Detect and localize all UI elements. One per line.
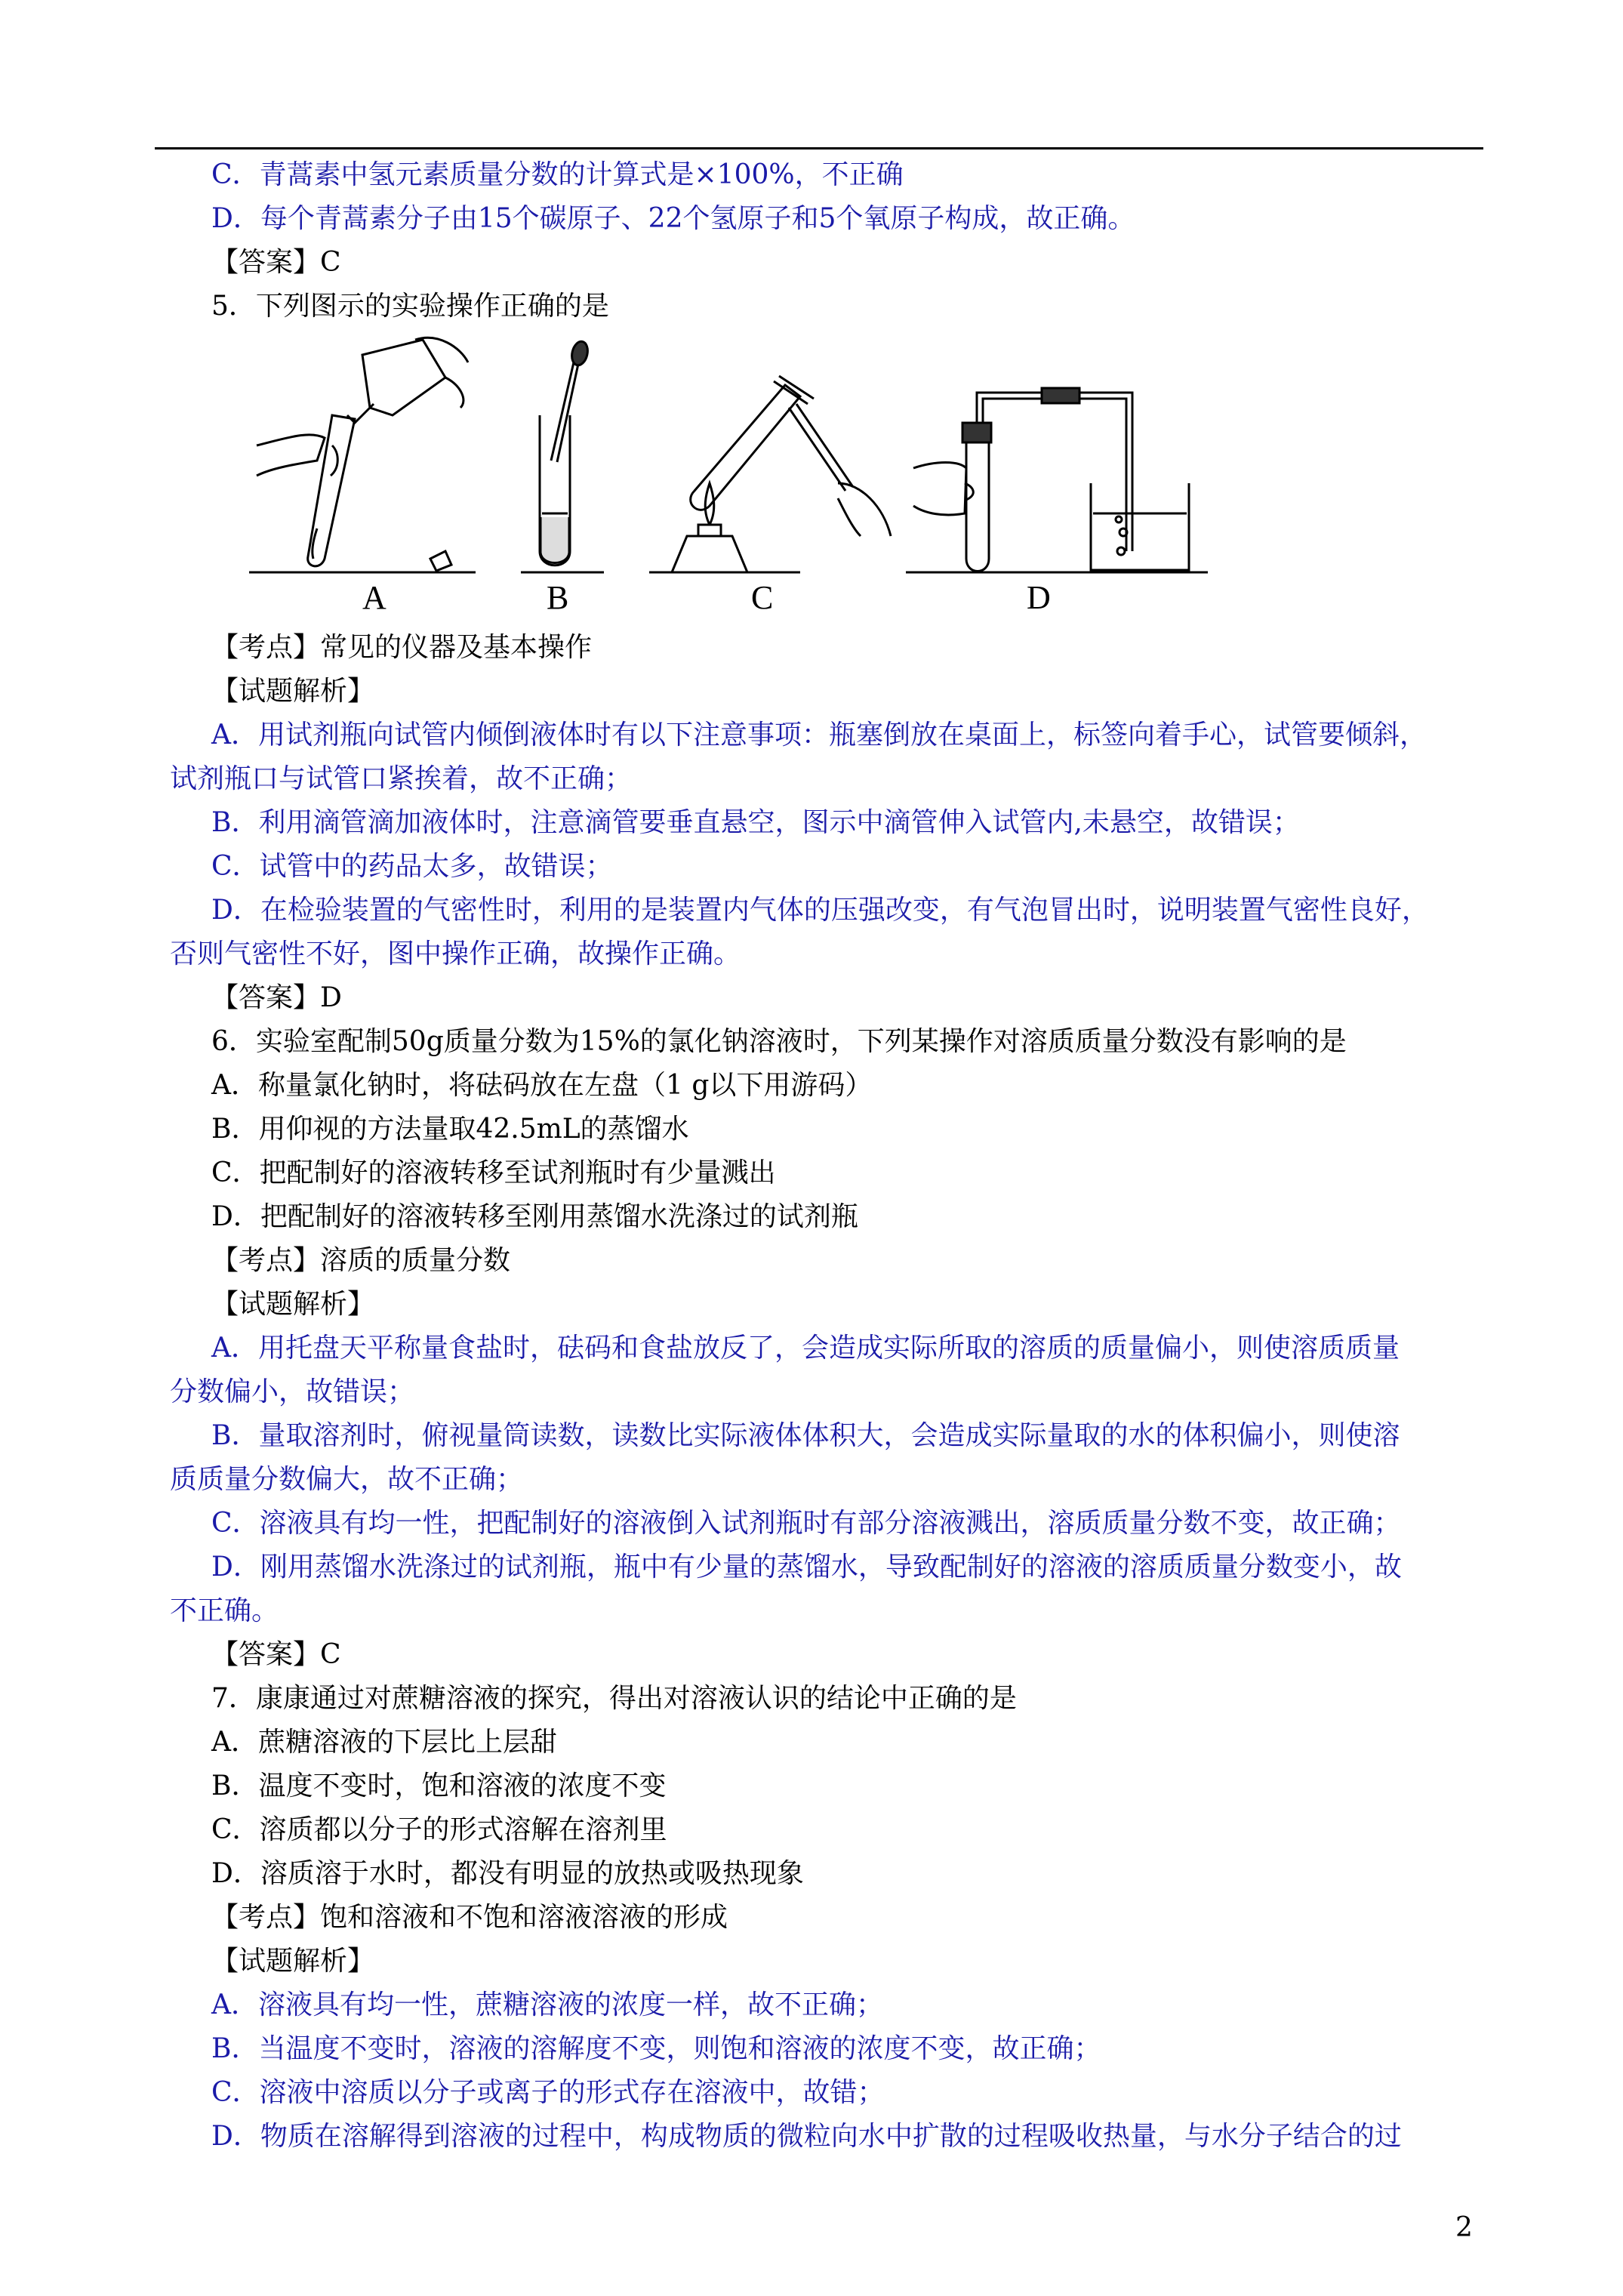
text-line: 质质量分数偏大，故不正确；: [170, 1464, 524, 1495]
text-line: D．溶质溶于水时，都没有明显的放热或吸热现象: [211, 1858, 804, 1889]
figure-label-c: C: [751, 579, 774, 612]
text-line: B．量取溶剂时，俯视量筒读数，读数比实际液体体积大，会造成实际量取的水的体积偏小，则使溶: [211, 1420, 1400, 1451]
figure-label-a: A: [362, 579, 387, 612]
text-line: D．每个青蒿素分子由15个碳原子、22个氢原子和5个氧原子构成，故正确。: [211, 203, 1135, 234]
text-line: D．刚用蒸馏水洗涤过的试剂瓶，瓶中有少量的蒸馏水，导致配制好的溶液的溶质质量分数变小，故: [211, 1552, 1402, 1583]
text-line: B．温度不变时，饱和溶液的浓度不变: [211, 1771, 667, 1801]
text-line: 【试题解析】: [211, 1289, 375, 1320]
page-number: 2: [1455, 2212, 1473, 2243]
text-line: 试剂瓶口与试管口紧挨着，故不正确；: [170, 763, 633, 794]
figure-label-b: B: [547, 579, 569, 612]
text-line: A．用托盘天平称量食盐时，砝码和食盐放反了，会造成实际所取的溶质的质量偏小，则使溶质质量: [211, 1333, 1400, 1364]
text-line: A．称量氯化钠时，将砝码放在左盘（1 g以下用游码）: [211, 1070, 873, 1101]
text-line: C．青蒿素中氢元素质量分数的计算式是×100%，不正确: [211, 159, 904, 190]
text-line: C．溶质都以分子的形式溶解在溶剂里: [211, 1814, 667, 1845]
figure-a-pouring: [249, 337, 476, 572]
text-line: C．把配制好的溶液转移至试剂瓶时有少量溅出: [211, 1157, 776, 1188]
text-line: 【试题解析】: [211, 676, 375, 707]
text-line: 【答案】C: [211, 1639, 341, 1670]
figure-d-airtightness: [906, 388, 1208, 572]
text-line: 6．实验室配制50g质量分数为15%的氯化钠溶液时，下列某操作对溶质质量分数没有影响的是: [211, 1026, 1347, 1057]
text-line: 【答案】D: [211, 982, 342, 1013]
text-line: 7．康康通过对蔗糖溶液的探究，得出对溶液认识的结论中正确的是: [211, 1683, 1017, 1714]
text-line: B．用仰视的方法量取42.5mL的蒸馏水: [211, 1114, 689, 1145]
text-line: C．溶液具有均一性，把配制好的溶液倒入试剂瓶时有部分溶液溅出，溶质质量分数不变，故正确；: [211, 1508, 1401, 1539]
text-line: B．当温度不变时，溶液的溶解度不变，则饱和溶液的浓度不变，故正确；: [211, 2033, 1101, 2064]
text-line: C．溶液中溶质以分子或离子的形式存在溶液中，故错；: [211, 2077, 885, 2108]
text-line: 【考点】溶质的质量分数: [211, 1245, 511, 1276]
text-line: 【答案】C: [211, 247, 341, 278]
figure-b-dropper: [521, 340, 604, 572]
text-line: C．试管中的药品太多，故错误；: [211, 851, 613, 882]
text-line: D．把配制好的溶液转移至刚用蒸馏水洗涤过的试剂瓶: [211, 1201, 858, 1232]
text-line: A．溶液具有均一性，蔗糖溶液的浓度一样，故不正确；: [211, 1989, 883, 2020]
text-line: A．蔗糖溶液的下层比上层甜: [211, 1727, 557, 1758]
figure-label-d: D: [1027, 579, 1051, 612]
text-line: 否则气密性不好，图中操作正确，故操作正确。: [170, 938, 741, 969]
text-line: 【试题解析】: [211, 1946, 375, 1977]
header-rule: [155, 147, 1483, 149]
text-line: 5．下列图示的实验操作正确的是: [211, 291, 609, 322]
text-line: 【考点】饱和溶液和不饱和溶液溶液的形成: [211, 1902, 728, 1933]
text-line: 不正确。: [170, 1595, 279, 1626]
lab-operations-figure: [242, 332, 1208, 612]
text-line: 【考点】常见的仪器及基本操作: [211, 632, 593, 663]
text-line: B．利用滴管滴加液体时，注意滴管要垂直悬空，图示中滴管伸入试管内,未悬空，故错误；: [211, 807, 1300, 838]
figure-c-heating: [649, 376, 891, 572]
text-line: D．物质在溶解得到溶液的过程中，构成物质的微粒向水中扩散的过程吸收热量，与水分子结合的过: [211, 2121, 1402, 2152]
text-line: D．在检验装置的气密性时，利用的是装置内气体的压强改变，有气泡冒出时，说明装置气密性良好，: [211, 895, 1429, 926]
text-line: A．用试剂瓶向试管内倾倒液体时有以下注意事项：瓶塞倒放在桌面上，标签向着手心，试管要倾斜，: [211, 720, 1427, 750]
text-line: 分数偏小，故错误；: [170, 1376, 415, 1407]
